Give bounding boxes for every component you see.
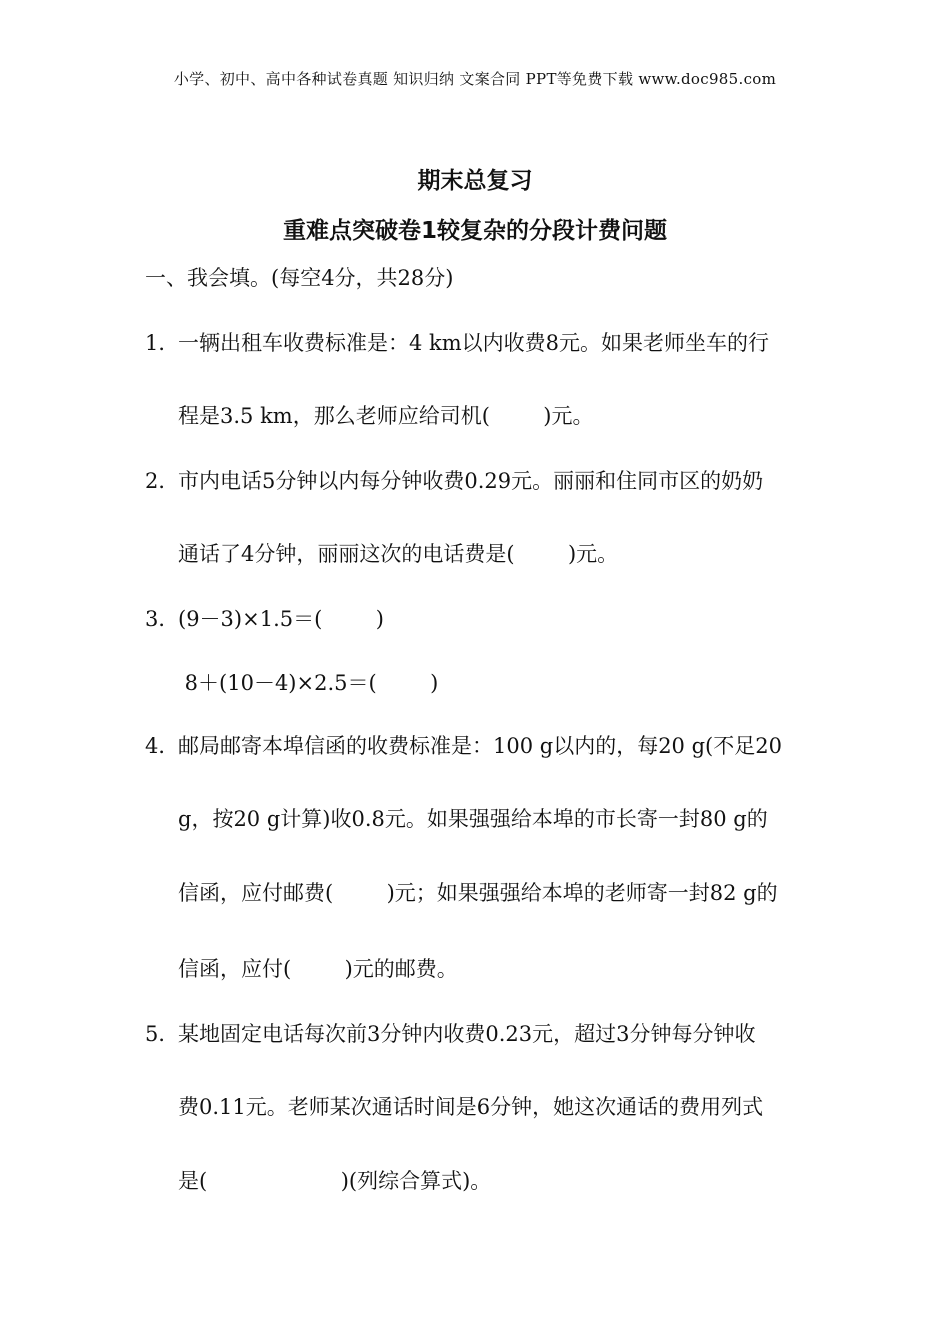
- question-line: 程是3.5 km，那么老师应给司机( )元。: [178, 404, 594, 428]
- question-number: 3．: [145, 607, 180, 631]
- question-line: g，按20 g计算)收0.8元。如果强强给本埠的市长寄一封80 g的: [178, 807, 768, 831]
- question-line: 一辆出租车收费标准是：4 km以内收费8元。如果老师坐车的行: [178, 331, 770, 355]
- question-line: 信函，应付邮费( )元；如果强强给本埠的老师寄一封82 g的: [178, 881, 778, 905]
- question-number: 2．: [145, 469, 180, 493]
- question-line: 费0.11元。老师某次通话时间是6分钟，她这次通话的费用列式: [178, 1095, 764, 1119]
- site-header: 小学、初中、高中各种试卷真题 知识归纳 文案合同 PPT等免费下载 www.doc985.com: [173, 70, 777, 88]
- question-number: 4．: [145, 734, 180, 758]
- question-line: 某地固定电话每次前3分钟内收费0.23元，超过3分钟每分钟收: [178, 1022, 756, 1046]
- question-number: 1．: [145, 331, 180, 355]
- question-line: 信函，应付( )元的邮费。: [178, 957, 458, 981]
- question-number: 5．: [145, 1022, 180, 1046]
- question-line: 是( )(列综合算式)。: [178, 1169, 492, 1193]
- section-heading: 一、我会填。(每空4分，共28分): [145, 266, 454, 290]
- question-line: 邮局邮寄本埠信函的收费标准是：100 g以内的，每20 g(不足20: [178, 734, 782, 758]
- question-line: 通话了4分钟，丽丽这次的电话费是( )元。: [178, 542, 619, 566]
- question-line: 8＋(10－4)×2.5＝( ): [178, 671, 439, 695]
- page-title: 期末总复习: [417, 168, 533, 194]
- question-line: (9－3)×1.5＝( ): [178, 607, 384, 631]
- page-subtitle: 重难点突破卷1较复杂的分段计费问题: [282, 218, 667, 244]
- question-line: 市内电话5分钟以内每分钟收费0.29元。丽丽和住同市区的奶奶: [178, 469, 764, 493]
